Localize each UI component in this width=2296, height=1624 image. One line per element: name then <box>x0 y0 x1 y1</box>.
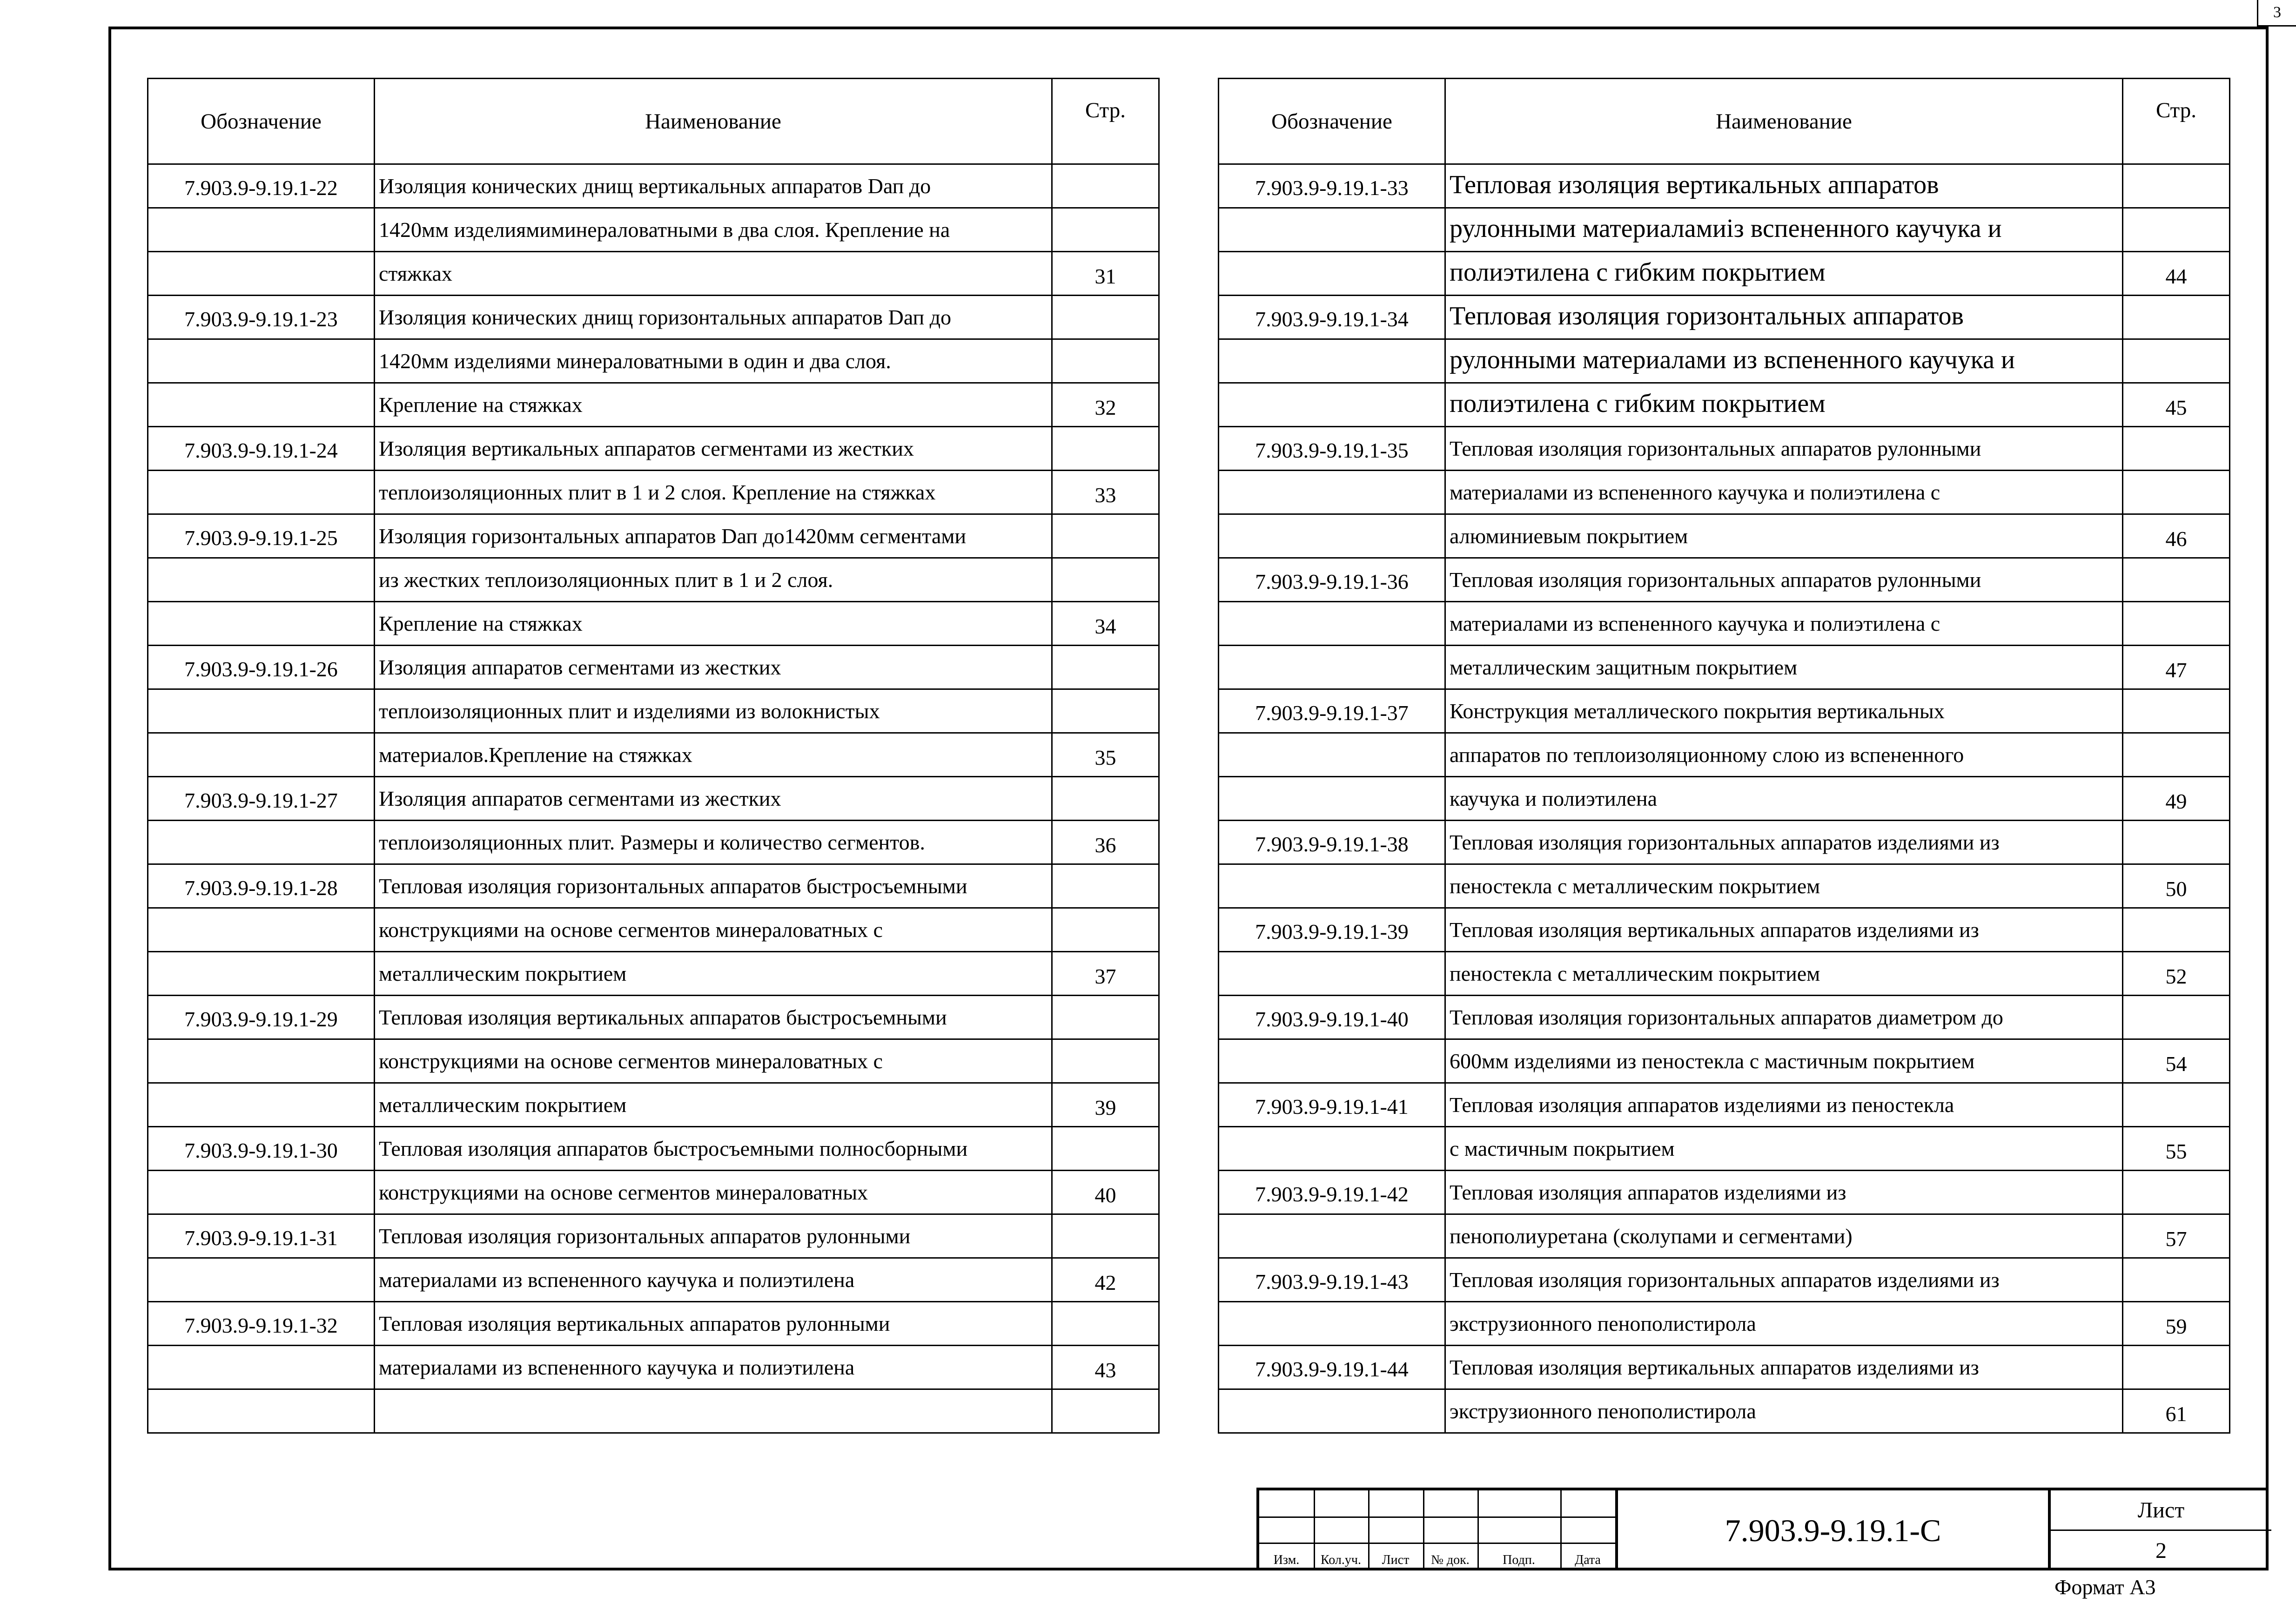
row-code <box>148 952 375 996</box>
row-code <box>1219 383 1445 427</box>
row-page <box>1052 514 1159 558</box>
table-row <box>148 427 1159 471</box>
row-code <box>148 558 375 602</box>
row-page <box>2123 996 2230 1039</box>
table-row <box>148 602 1159 646</box>
table-row <box>1219 777 2230 821</box>
row-name: экструзионного пенополистирола <box>1445 1389 2123 1433</box>
table-row <box>1219 1389 2230 1433</box>
row-page <box>1052 1389 1159 1433</box>
row-name: рулонными материаламиiз вспененного каучука и <box>1445 208 2123 252</box>
table-row <box>1219 427 2230 471</box>
header-page: Стр. <box>1052 79 1159 164</box>
row-name: полиэтилена с гибким покрытием <box>1445 383 2123 427</box>
table-row <box>148 471 1159 514</box>
row-code <box>1219 602 1445 646</box>
table-row <box>148 252 1159 296</box>
row-code: 7.903.9-9.19.1-29 <box>148 996 375 1039</box>
row-code: 7.903.9-9.19.1-36 <box>1219 558 1445 602</box>
row-page <box>2123 296 2230 339</box>
row-name: Тепловая изоляция вертикальных аппаратов изделиями из <box>1445 1346 2123 1389</box>
row-page: 49 <box>2123 777 2230 821</box>
row-code: 7.903.9-9.19.1-23 <box>148 296 375 339</box>
row-name: рулонными материалами из вспененного каучука и <box>1445 339 2123 383</box>
row-name <box>375 1389 1052 1433</box>
row-name: конструкциями на основе сегментов минераловатных с <box>375 908 1052 952</box>
row-page <box>2123 339 2230 383</box>
row-name: материалами из вспененного каучука и полиэтилена с <box>1445 602 2123 646</box>
page-number: 3 <box>2257 0 2296 27</box>
row-name: Изоляция аппаратов сегментами из жестких <box>375 777 1052 821</box>
row-page <box>1052 1302 1159 1346</box>
label-izm: Изм. <box>1273 1553 1300 1567</box>
table-row <box>1219 733 2230 777</box>
row-page <box>1052 689 1159 733</box>
row-name: 600мм изделиями из пеностекла с мастичным покрытием <box>1445 1039 2123 1083</box>
row-code: 7.903.9-9.19.1-43 <box>1219 1258 1445 1302</box>
table-row <box>148 1214 1159 1258</box>
row-page: 43 <box>1052 1346 1159 1389</box>
row-name: аппаратов по теплоизоляционному слою из вспененного <box>1445 733 2123 777</box>
table-row <box>1219 514 2230 558</box>
row-code: 7.903.9-9.19.1-32 <box>148 1302 375 1346</box>
row-code <box>148 208 375 252</box>
row-name: теплоизоляционных плит в 1 и 2 слоя. Крепление на стяжках <box>375 471 1052 514</box>
row-name: Тепловая изоляция горизонтальных аппаратов диаметром до <box>1445 996 2123 1039</box>
row-code: 7.903.9-9.19.1-30 <box>148 1127 375 1171</box>
row-name: металлическим защитным покрытием <box>1445 646 2123 689</box>
table-row <box>1219 1258 2230 1302</box>
row-code <box>1219 733 1445 777</box>
row-name: материалами из вспененного каучука и полиэтилена <box>375 1346 1052 1389</box>
table-row <box>1219 908 2230 952</box>
row-page: 50 <box>2123 864 2230 908</box>
row-code <box>1219 208 1445 252</box>
row-name: пеностекла с металлическим покрытием <box>1445 952 2123 996</box>
row-name: Крепление на стяжках <box>375 383 1052 427</box>
row-page: 42 <box>1052 1258 1159 1302</box>
row-name: Тепловая изоляция горизонтальных аппаратов рулонными <box>1445 558 2123 602</box>
row-page <box>1052 427 1159 471</box>
row-code <box>148 383 375 427</box>
row-code <box>148 602 375 646</box>
row-name: Изоляция аппаратов сегментами из жестких <box>375 646 1052 689</box>
row-name: теплоизоляционных плит и изделиями из волокнистых <box>375 689 1052 733</box>
row-code <box>1219 646 1445 689</box>
row-name: 1420мм изделиямиминераловатными в два слоя. Крепление на <box>375 208 1052 252</box>
table-row <box>1219 1302 2230 1346</box>
title-block <box>1256 1488 2269 1570</box>
row-code <box>1219 777 1445 821</box>
row-page <box>2123 733 2230 777</box>
row-page: 37 <box>1052 952 1159 996</box>
row-name: Тепловая изоляция горизонтальных аппаратов рулонными <box>375 1214 1052 1258</box>
row-code <box>1219 952 1445 996</box>
row-name: пеностекла с металлическим покрытием <box>1445 864 2123 908</box>
table-row <box>148 864 1159 908</box>
row-name: Тепловая изоляция горизонтальных аппаратов изделиями из <box>1445 1258 2123 1302</box>
table-header <box>148 79 1159 164</box>
header-page: Стр. <box>2123 79 2230 164</box>
table-row <box>1219 208 2230 252</box>
row-code: 7.903.9-9.19.1-27 <box>148 777 375 821</box>
table-row <box>1219 164 2230 208</box>
row-page <box>1052 558 1159 602</box>
row-name: теплоизоляционных плит. Размеры и количество сегментов. <box>375 821 1052 864</box>
row-code: 7.903.9-9.19.1-33 <box>1219 164 1445 208</box>
row-name: пенополиуретана (сколупами и сегментами) <box>1445 1214 2123 1258</box>
row-name: каучука и полиэтилена <box>1445 777 2123 821</box>
row-name: алюминиевым покрытием <box>1445 514 2123 558</box>
header-name: Наименование <box>375 79 1052 164</box>
format-label: Формат А3 <box>2054 1575 2156 1599</box>
row-page <box>2123 1346 2230 1389</box>
row-code <box>1219 1127 1445 1171</box>
row-name: Тепловая изоляция аппаратов быстросъемными полносборными <box>375 1127 1052 1171</box>
row-code: 7.903.9-9.19.1-28 <box>148 864 375 908</box>
row-code: 7.903.9-9.19.1-22 <box>148 164 375 208</box>
row-page <box>1052 164 1159 208</box>
row-code <box>148 1389 375 1433</box>
row-code: 7.903.9-9.19.1-42 <box>1219 1171 1445 1214</box>
row-page <box>2123 821 2230 864</box>
row-code: 7.903.9-9.19.1-25 <box>148 514 375 558</box>
row-page: 47 <box>2123 646 2230 689</box>
sheet-number: 2 <box>2155 1538 2167 1563</box>
sheet-label: Лист <box>2137 1497 2185 1523</box>
row-name: Тепловая изоляция вертикальных аппаратов рулонными <box>375 1302 1052 1346</box>
row-code: 7.903.9-9.19.1-26 <box>148 646 375 689</box>
row-code <box>148 821 375 864</box>
row-code: 7.903.9-9.19.1-39 <box>1219 908 1445 952</box>
row-name: Тепловая изоляция вертикальных аппаратов <box>1445 164 2123 208</box>
row-code <box>148 733 375 777</box>
row-page: 59 <box>2123 1302 2230 1346</box>
row-page: 54 <box>2123 1039 2230 1083</box>
row-code: 7.903.9-9.19.1-40 <box>1219 996 1445 1039</box>
table-row <box>1219 996 2230 1039</box>
row-name: Изоляция горизонтальных аппаратов Dап до1420мм сегментами <box>375 514 1052 558</box>
row-page <box>1052 296 1159 339</box>
label-kol-uch: Кол.уч. <box>1321 1553 1361 1567</box>
table-row <box>148 1302 1159 1346</box>
table-row <box>148 646 1159 689</box>
row-code <box>148 1039 375 1083</box>
table-row <box>148 777 1159 821</box>
table-row <box>1219 1346 2230 1389</box>
row-code: 7.903.9-9.19.1-24 <box>148 427 375 471</box>
row-page: 44 <box>2123 252 2230 296</box>
table-row <box>148 383 1159 427</box>
row-page <box>2123 427 2230 471</box>
row-page <box>2123 164 2230 208</box>
row-name: Изоляция вертикальных аппаратов сегментами из жестких <box>375 427 1052 471</box>
row-code: 7.903.9-9.19.1-44 <box>1219 1346 1445 1389</box>
row-page: 33 <box>1052 471 1159 514</box>
row-page <box>2123 689 2230 733</box>
header-name: Наименование <box>1445 79 2123 164</box>
row-name: конструкциями на основе сегментов минераловатных с <box>375 1039 1052 1083</box>
table-row <box>148 1258 1159 1302</box>
table-row <box>1219 1039 2230 1083</box>
row-code <box>148 252 375 296</box>
row-page <box>1052 1127 1159 1171</box>
row-name: стяжках <box>375 252 1052 296</box>
row-page <box>2123 1083 2230 1127</box>
row-code <box>1219 339 1445 383</box>
row-code: 7.903.9-9.19.1-37 <box>1219 689 1445 733</box>
table-row <box>1219 1214 2230 1258</box>
contents-table-right <box>1218 78 2230 1434</box>
contents-table-left <box>147 78 1160 1434</box>
row-name: Тепловая изоляция горизонтальных аппаратов изделиями из <box>1445 821 2123 864</box>
table-row <box>148 296 1159 339</box>
table-row <box>1219 1171 2230 1214</box>
table-row <box>1219 296 2230 339</box>
row-page: 36 <box>1052 821 1159 864</box>
table-row <box>148 514 1159 558</box>
row-page <box>1052 777 1159 821</box>
row-name: экструзионного пенополистирола <box>1445 1302 2123 1346</box>
document-code: 7.903.9-9.19.1-С <box>1725 1512 1941 1548</box>
label-doc-no: № док. <box>1431 1553 1470 1567</box>
table-row <box>1219 471 2230 514</box>
row-code <box>148 908 375 952</box>
header-code: Обозначение <box>1219 79 1445 164</box>
row-page <box>1052 908 1159 952</box>
row-code: 7.903.9-9.19.1-34 <box>1219 296 1445 339</box>
row-page <box>1052 864 1159 908</box>
row-code <box>1219 1039 1445 1083</box>
row-code <box>148 689 375 733</box>
table-row <box>1219 252 2230 296</box>
row-page: 45 <box>2123 383 2230 427</box>
row-page: 35 <box>1052 733 1159 777</box>
row-code <box>1219 1214 1445 1258</box>
row-page <box>1052 1214 1159 1258</box>
row-name: Тепловая изоляция горизонтальных аппаратов <box>1445 296 2123 339</box>
table-row <box>148 1039 1159 1083</box>
table-row <box>148 996 1159 1039</box>
row-name: материалов.Крепление на стяжках <box>375 733 1052 777</box>
row-name: Конструкция металлического покрытия вертикальных <box>1445 689 2123 733</box>
row-name: Тепловая изоляция горизонтальных аппаратов быстросъемными <box>375 864 1052 908</box>
row-name: металлическим покрытием <box>375 1083 1052 1127</box>
row-name: материалами из вспененного каучука и полиэтилена <box>375 1258 1052 1302</box>
row-name: Тепловая изоляция аппаратов изделиями из пеностекла <box>1445 1083 2123 1127</box>
row-page: 31 <box>1052 252 1159 296</box>
table-row <box>148 1389 1159 1433</box>
row-name: из жестких теплоизоляционных плит в 1 и 2 слоя. <box>375 558 1052 602</box>
table-row <box>1219 689 2230 733</box>
row-code <box>1219 1389 1445 1433</box>
row-page <box>2123 1258 2230 1302</box>
row-page: 39 <box>1052 1083 1159 1127</box>
table-row <box>148 1127 1159 1171</box>
row-name: 1420мм изделиями минераловатными в один и два слоя. <box>375 339 1052 383</box>
table-row <box>148 164 1159 208</box>
table-row <box>1219 1083 2230 1127</box>
row-page: 61 <box>2123 1389 2230 1433</box>
row-page <box>2123 1171 2230 1214</box>
row-code: 7.903.9-9.19.1-31 <box>148 1214 375 1258</box>
table-row <box>1219 952 2230 996</box>
table-row <box>148 952 1159 996</box>
label-date: Дата <box>1575 1553 1601 1567</box>
table-row <box>1219 339 2230 383</box>
row-code <box>1219 514 1445 558</box>
row-name: Изоляция конических днищ вертикальных аппаратов Dап до <box>375 164 1052 208</box>
row-page <box>1052 1039 1159 1083</box>
row-code: 7.903.9-9.19.1-38 <box>1219 821 1445 864</box>
table-row <box>1219 558 2230 602</box>
table-row <box>148 339 1159 383</box>
row-page <box>1052 339 1159 383</box>
table-row <box>148 1346 1159 1389</box>
row-code <box>148 471 375 514</box>
row-name: Тепловая изоляция вертикальных аппаратов изделиями из <box>1445 908 2123 952</box>
row-page: 52 <box>2123 952 2230 996</box>
revision-grid <box>1259 1490 1615 1570</box>
row-name: Тепловая изоляция горизонтальных аппаратов рулонными <box>1445 427 2123 471</box>
table-row <box>1219 602 2230 646</box>
row-name: Тепловая изоляция аппаратов изделиями из <box>1445 1171 2123 1214</box>
row-name: полиэтилена с гибким покрытием <box>1445 252 2123 296</box>
table-row <box>148 1171 1159 1214</box>
row-name: материалами из вспененного каучука и полиэтилена с <box>1445 471 2123 514</box>
row-page: 34 <box>1052 602 1159 646</box>
table-row <box>1219 646 2230 689</box>
table-row <box>148 908 1159 952</box>
row-name: металлическим покрытием <box>375 952 1052 996</box>
table-row <box>148 1083 1159 1127</box>
row-code: 7.903.9-9.19.1-41 <box>1219 1083 1445 1127</box>
table-row <box>148 733 1159 777</box>
row-code <box>1219 1302 1445 1346</box>
row-page <box>2123 471 2230 514</box>
row-page: 32 <box>1052 383 1159 427</box>
row-page <box>2123 602 2230 646</box>
row-page <box>1052 996 1159 1039</box>
row-code <box>148 1258 375 1302</box>
table-row <box>148 821 1159 864</box>
row-page: 57 <box>2123 1214 2230 1258</box>
row-name: Изоляция конических днищ горизонтальных аппаратов Dап до <box>375 296 1052 339</box>
row-page: 55 <box>2123 1127 2230 1171</box>
row-page: 46 <box>2123 514 2230 558</box>
row-code <box>1219 252 1445 296</box>
header-code: Обозначение <box>148 79 375 164</box>
row-page <box>1052 208 1159 252</box>
table-row <box>1219 821 2230 864</box>
table-row <box>148 689 1159 733</box>
row-page <box>2123 208 2230 252</box>
row-name: Крепление на стяжках <box>375 602 1052 646</box>
row-page <box>2123 908 2230 952</box>
row-page <box>1052 646 1159 689</box>
row-code <box>148 1083 375 1127</box>
row-code <box>148 1171 375 1214</box>
table-row <box>1219 1127 2230 1171</box>
row-name: конструкциями на основе сегментов минераловатных <box>375 1171 1052 1214</box>
table-row <box>1219 864 2230 908</box>
row-code <box>148 1346 375 1389</box>
table-row <box>148 208 1159 252</box>
row-code <box>1219 864 1445 908</box>
row-code <box>148 339 375 383</box>
row-page: 40 <box>1052 1171 1159 1214</box>
table-row <box>148 558 1159 602</box>
row-name: Тепловая изоляция вертикальных аппаратов быстросъемными <box>375 996 1052 1039</box>
table-header <box>1219 79 2230 164</box>
row-code <box>1219 471 1445 514</box>
label-list: Лист <box>1382 1553 1410 1567</box>
row-name: с мастичным покрытием <box>1445 1127 2123 1171</box>
label-sign: Подп. <box>1503 1553 1535 1567</box>
row-page <box>2123 558 2230 602</box>
row-code: 7.903.9-9.19.1-35 <box>1219 427 1445 471</box>
table-row <box>1219 383 2230 427</box>
